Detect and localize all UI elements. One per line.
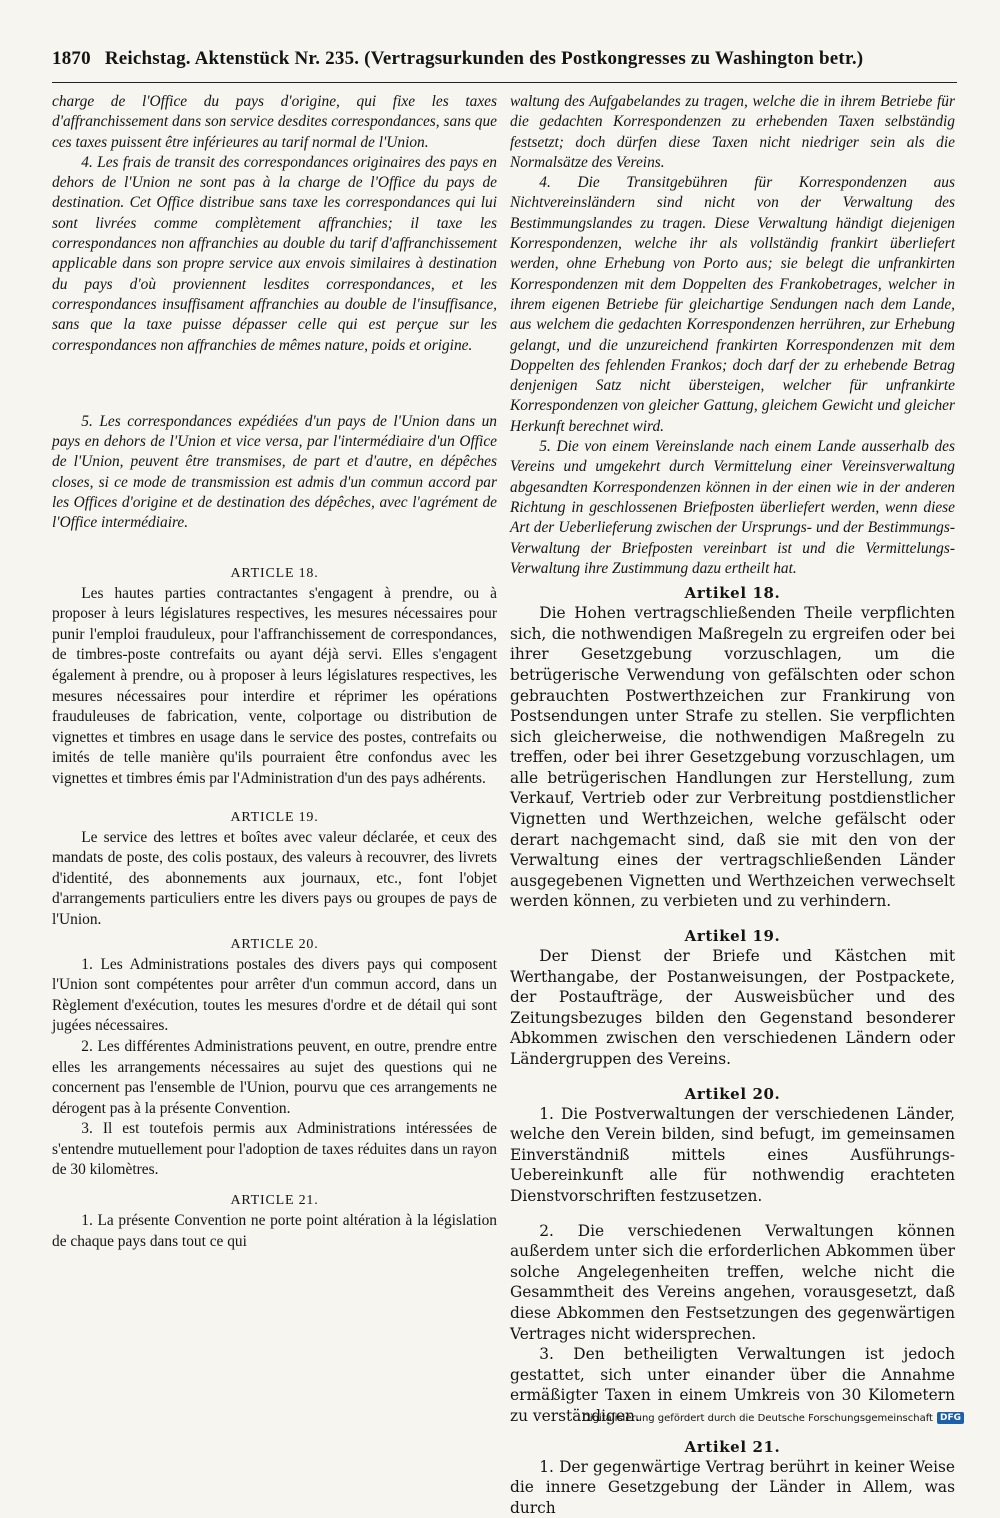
de-article-20-para-3: 3. Den betheiligten Verwaltungen ist jedoch gestattet, sich unter einander über die Annahme ermäßigter Taxen in einem Umkreis von 30 Kilometern zu verständigen. (510, 1344, 955, 1426)
footer-text: Digitalisierung gefördert durch die Deutsche Forschungsgemeinschaft (582, 1413, 933, 1424)
de-para-5: 5. Die von einem Vereinslande nach einem Lande ausserhalb des Vereins und umgekehrt durch Vermittelung einer Vereinsverwaltung abgesandten Korrespondenzen können in der einen wie in der anderen Richtung in geschlossenen Briefposten überliefert werden, wenn diese Art der Ueberlieferung zwischen der Ursprungs- und der Bestimmungs-Verwaltung der Briefposten vereinbart ist und die Vermittelungs-Verwaltung ihre Zustimmung dazu ertheilt hat. (510, 437, 955, 579)
de-article-21-heading: Artikel 21. (510, 1437, 955, 1457)
spacer (510, 1207, 955, 1221)
fr-article-18-heading: ARTICLE 18. (52, 564, 497, 584)
fr-article-20-heading: ARTICLE 20. (52, 935, 497, 955)
de-article-20-heading: Artikel 20. (510, 1084, 955, 1104)
page-number: 1870 (52, 48, 91, 70)
running-title: Reichstag. Aktenstück Nr. 235. (Vertragsurkunden des Postkongresses zu Washington betr.) (105, 48, 864, 70)
header-rule (52, 82, 957, 83)
fr-article-20-para-1: 1. Les Administrations postales des divers pays qui composent l'Union sont compétentes pour arrêter d'un commun accord, dans un Règlement d'exécution, toutes les mesures d'ordre et de détail qui sont jugées nécessaires. (52, 955, 497, 1037)
de-article-20-para-2: 2. Die verschiedenen Verwaltungen können außerdem unter sich die erforderlichen Abkommen über solche Angelegenheiten treffen, welche nicht die Gesammtheit des Vereins angehen, vorausgesetzt, daß diese Abkommen den Festsetzungen des gegenwärtigen Vertrages nicht widersprechen. (510, 1221, 955, 1345)
fr-article-18-text: Les hautes parties contractantes s'engagent à prendre, ou à proposer à leurs législatures respectives, les mesures nécessaires pour punir l'emploi frauduleux, pour l'affranchissement de correspondances, de timbres-poste contrefaits ou ayant déjà servi. Elles s'engagent également à prendre, ou à proposer à leurs législatures respectives, les mesures nécessaires pour interdire et réprimer les opérations frauduleuses de fabrication, vente, colportage ou distribution de vignettes et timbres en usage dans le service des postes, contrefaits ou imités de telle manière qu'ils pourraient être confondus avec les vignettes et timbres émis par l'Administration d'un des pays adhérents. (52, 584, 497, 790)
fr-article-20-para-2: 2. Les différentes Administrations peuvent, en outre, prendre entre elles les arrangements nécessaires au sujet des questions qui ne concernent pas l'ensemble de l'Union, pourvu que ces arrangements ne dérogent pas à la présente Convention. (52, 1037, 497, 1119)
de-article-19-text: Der Dienst der Briefe und Kästchen mit Werthangabe, der Postanweisungen, der Postpackete, der Postaufträge, der Ausweisbücher und des Zeitungsbezuges bilden den Gegenstand besonderer Abkommen zwischen den verschiedenen Ländern oder Ländergruppen des Vereins. (510, 946, 955, 1070)
spacer (52, 534, 497, 564)
spacer (510, 1427, 955, 1437)
french-column (52, 92, 497, 1252)
de-article-18-heading: Artikel 18. (510, 583, 955, 603)
fr-article-21-para-1: 1. La présente Convention ne porte point altération à la législation de chaque pays dans tout ce qui (52, 1211, 497, 1252)
fr-article-20-para-3: 3. Il est toutefois permis aux Administrations intéressées de s'entendre mutuellement pour l'adoption de taxes réduites dans un rayon de 30 kilomètres. (52, 1119, 497, 1181)
fr-article-19-text: Le service des lettres et boîtes avec valeur déclarée, et ceux des mandats de poste, des colis postaux, des valeurs à recouvrer, des livrets d'identité, des abonnements aux journaux, etc., font l'objet d'arrangements particuliers entre les divers pays ou groupes de pays de l'Union. (52, 828, 497, 931)
spacer (510, 912, 955, 926)
spacer (52, 1181, 497, 1191)
de-article-18-text: Die Hohen vertragschließenden Theile verpflichten sich, die nothwendigen Maßregeln zu ergreifen oder bei ihrer Gesetzgebung vorzuschlagen, um die betrügerische Verwendung von gefälschten oder schon gebrauchten Postwerthzeichen zur Frankirung von Postsendungen unter Strafe zu stellen. Sie verpflichten sich gleicherweise, die nothwendigen Maßregeln zu treffen, oder bei ihrer Gesetzgebung vorzuschlagen, um alle betrügerischen Handlungen zur Herstellung, zum Verkauf, Vertrieb oder zur Verbreitung postdienstlicher Vignetten und Werthzeichen, welche gefälscht oder derart nachgemacht sind, daß sie mit den von der Verwaltung eines der vertragschließenden Länder ausgegebenen Vignetten und Werthzeichen verwechselt werden können, zu verbieten und zu verhindern. (510, 603, 955, 912)
de-article-21-para-1: 1. Der gegenwärtige Vertrag berührt in keiner Weise die innere Gesetzgebung der Länder in Allem, was durch (510, 1457, 955, 1518)
fr-para-4: 4. Les frais de transit des correspondances originaires des pays en dehors de l'Union ne sont pas à la charge de l'Office du pays de destination. Cet Office distribue sans taxe les correspondances qui lui sont livrées comme complètement affranchies; il taxe les correspondances non affranchies au double du tarif d'affranchissement applicable dans son propre service aux envois similaires à destination du pays d'où proviennent lesdites correspondances, et les correspondances insuffisament affranchies au double de l'insuffisance, sans que la taxe puisse dépasser celle qui est perçue sur les correspondances non affranchies de mêmes nature, poids et origine. (52, 153, 497, 356)
spacer (510, 1070, 955, 1084)
dfg-logo-icon: DFG (937, 1412, 964, 1424)
de-para-4: 4. Die Transitgebühren für Korrespondenzen aus Nichtvereinsländern sind nicht von der Verwaltung des Bestimmungslandes zu tragen. Diese Verwaltung händigt diejenigen Korrespondenzen, welche ihr als vollständig frankirt überliefert werden, ohne Erhebung von Porto aus; sie belegt die unfrankirten Korrespondenzen mit dem Doppelten des Frankobetrages, welcher in ihrem eigenen Betriebe für gleichartige Sendungen nach dem Lande, aus welchem die gedachten Korrespondenzen herrühren, zur Erhebung gelangt, und die unzureichend frankirten Korrespondenzen mit dem Doppelten des fehlenden Frankos; doch darf der zu erhebende Betrag denjenigen Satz nicht übersteigen, welcher für unfrankirte Korrespondenzen von gleicher Gattung, gleichem Gewicht und gleicher Herkunft berechnet wird. (510, 173, 955, 437)
fr-para-5: 5. Les correspondances expédiées d'un pays de l'Union dans un pays en dehors de l'Union et vice versa, par l'intermédiaire d'un Office de l'Union, peuvent être transmises, de part et d'autre, en dépêches closes, si ce mode de transmission est admis d'un commun accord par les Offices d'origine et de destination des dépêches, avec l'agrément de l'Office intermédiaire. (52, 412, 497, 534)
page-header (52, 48, 957, 70)
digitization-footer (582, 1412, 964, 1424)
de-para-continued: waltung des Aufgabelandes zu tragen, welche die in ihrem Betriebe für die gedachten Korrespondenzen zu erhebenden Taxen selbständig festsetzt; doch dürfen diese Taxen nicht niedriger sein als die Normalsätze des Vereins. (510, 92, 955, 173)
de-article-19-heading: Artikel 19. (510, 926, 955, 946)
de-article-20-para-1: 1. Die Postverwaltungen der verschiedenen Länder, welche den Verein bilden, sind befugt, im gemeinsamen Einverständniß mittels eines Ausführungs-Uebereinkunft alle für nothwendig erachteten Dienstvorschriften festzusetzen. (510, 1104, 955, 1207)
fr-article-19-heading: ARTICLE 19. (52, 808, 497, 828)
fr-para-continued: charge de l'Office du pays d'origine, qui fixe les taxes d'affranchissement dans son service desdites correspondances, sans que ces taxes puissent être inférieures au tarif normal de l'Union. (52, 92, 497, 153)
spacer (52, 356, 497, 412)
spacer (52, 790, 497, 808)
fr-article-21-heading: ARTICLE 21. (52, 1191, 497, 1211)
german-column (510, 92, 955, 1518)
